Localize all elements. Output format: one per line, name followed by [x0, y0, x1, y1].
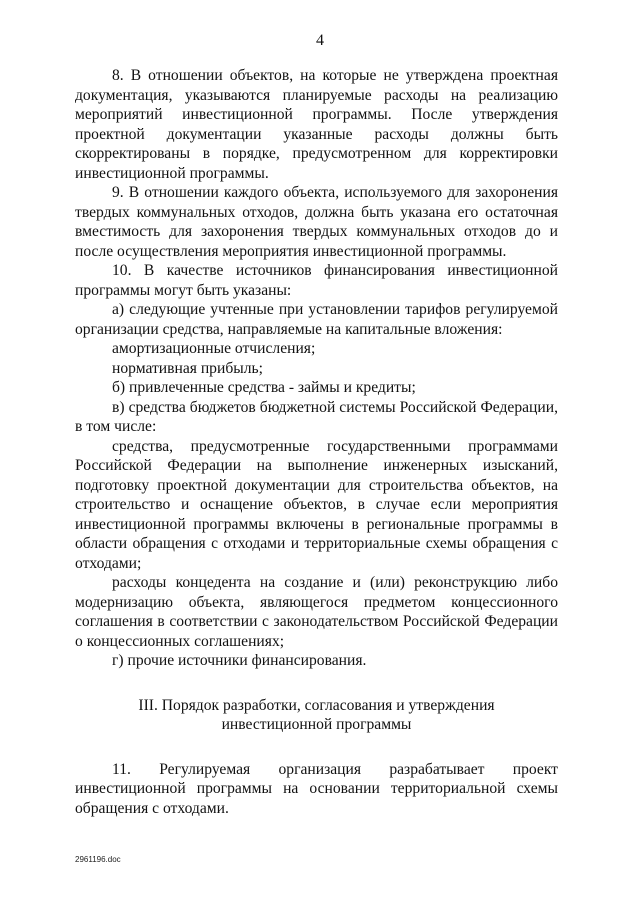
paragraph-10: 10. В качестве источников финансирования инвестиционной программы могут быть указаны:: [75, 262, 558, 299]
footer-document-code: 2961196.doc: [75, 855, 121, 864]
section-heading-line2: инвестиционной программы: [221, 716, 412, 733]
paragraph-10a: а) следующие учтенные при установлении тарифов регулируемой организации средства, направляемые на капитальные вложения:: [75, 301, 558, 338]
list-item-normative-profit: нормативная прибыль;: [112, 359, 263, 377]
list-item-state-programs: средства, предусмотренные государственными программами Российской Федерации на выполнение инженерных изысканий, подготовку проектной документации для строительства объектов, на строительство и оснащение объектов, в случае если мероприятия инвестиционной программы включены в региональные программы в области обращения с отходами и территориальные схемы обращения с отходами;: [75, 437, 558, 572]
document-body: [75, 66, 558, 818]
list-item-amortization: амортизационные отчисления;: [112, 340, 316, 357]
paragraph-10v: в) средства бюджетов бюджетной системы Российской Федерации, в том числе:: [75, 398, 558, 435]
paragraph-10g: г) прочие источники финансирования.: [112, 652, 367, 669]
paragraph-8: 8. В отношении объектов, на которые не утверждена проектная документация, указываются планируемые расходы на реализацию мероприятий инвестиционной программы. После утверждения проектной документации указанные расходы должны быть скорректированы в порядке, предусмотренном для корректировки инвестиционной программы.: [75, 67, 558, 182]
section-heading-line1: III. Порядок разработки, согласования и утверждения: [138, 696, 495, 714]
list-item-concedent-expenses: расходы концедента на создание и (или) реконструкцию либо модернизацию объекта, являющегося предметом концессионного соглашения в соответствии с законодательством Российской Федерации о концессионных соглашениях;: [75, 574, 558, 650]
page-number: 4: [316, 32, 324, 49]
paragraph-10b: б) привлеченные средства - займы и кредиты;: [112, 379, 416, 396]
paragraph-11: 11. Регулируемая организация разрабатывает проект инвестиционной программы на основании территориальной схемы обращения с отходами.: [75, 760, 558, 817]
section-heading: [75, 696, 558, 735]
paragraph-9: 9. В отношении каждого объекта, используемого для захоронения твердых коммунальных отходов, должна быть указана его остаточная вместимость для захоронения твердых коммунальных отходов до и после осуществления мероприятия инвестиционной программы.: [75, 184, 558, 260]
